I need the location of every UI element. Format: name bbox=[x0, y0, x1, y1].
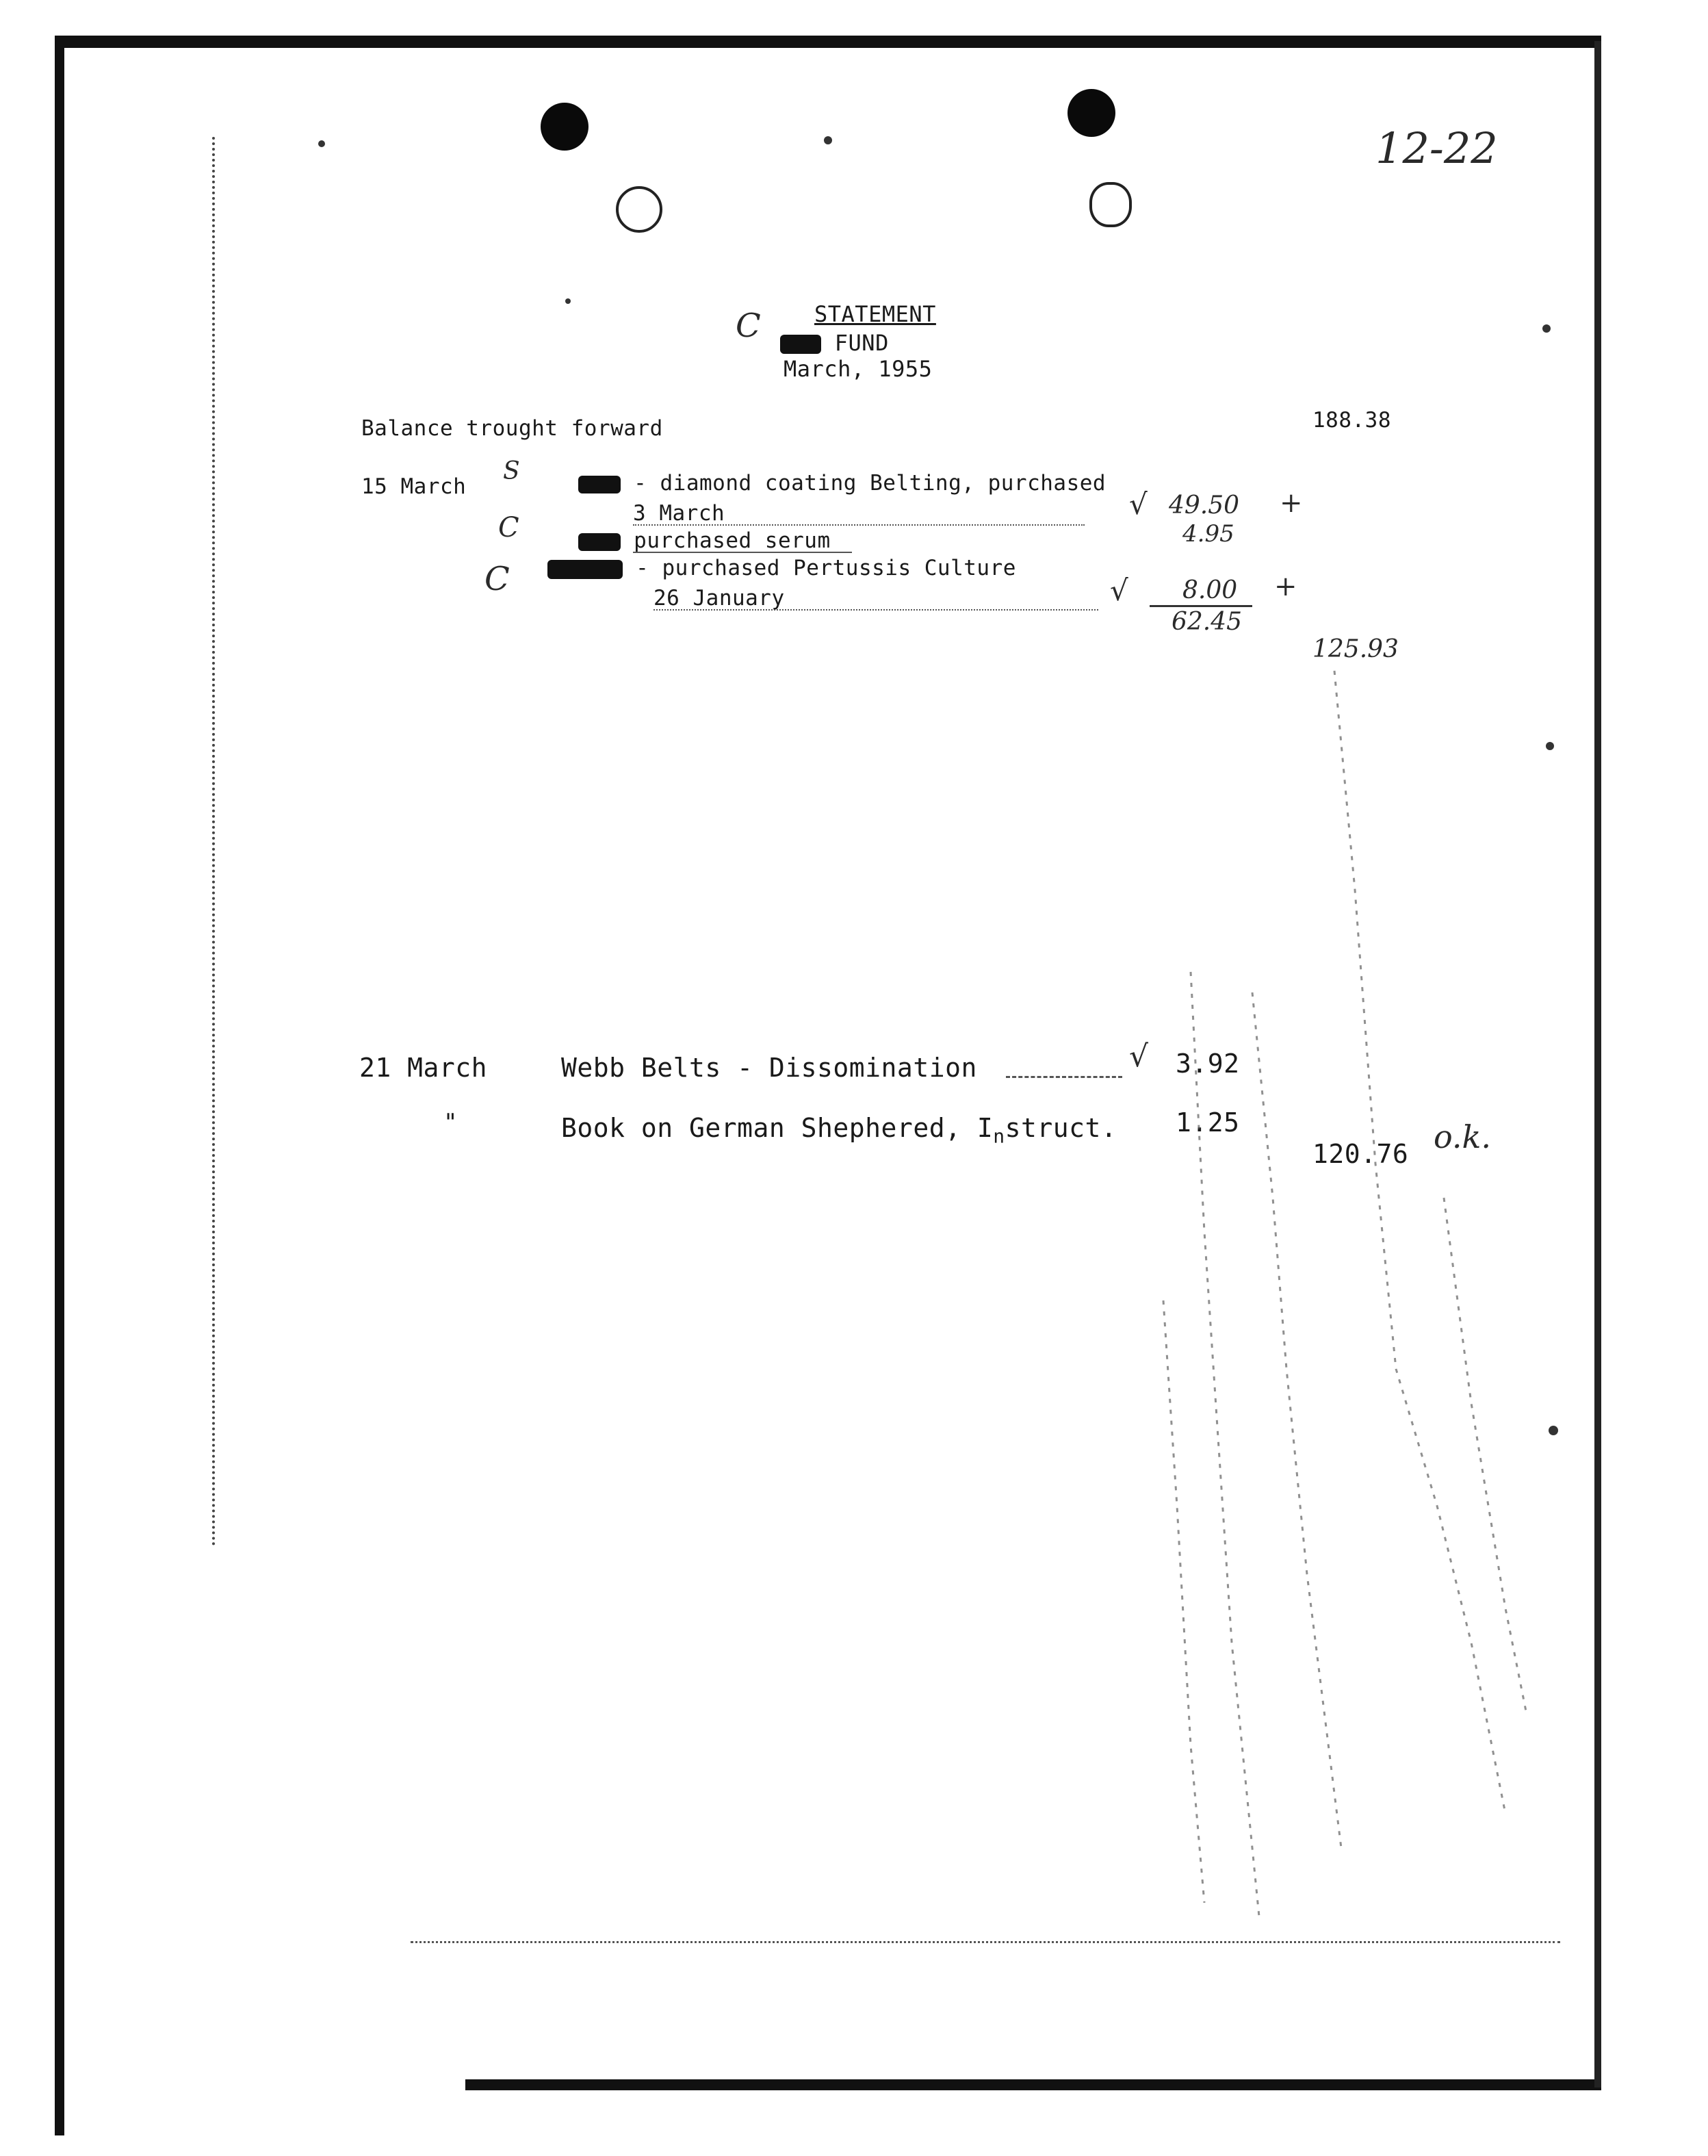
tick-mark: √ bbox=[1110, 574, 1128, 607]
header-margin-mark: C bbox=[736, 307, 761, 345]
tick-mark: √ bbox=[1129, 1039, 1149, 1074]
entry-text: Book on German Shephered, I bbox=[561, 1113, 994, 1143]
balance-after-21-march: 120.76 bbox=[1312, 1139, 1409, 1169]
subtotal-amount: 62.45 bbox=[1172, 608, 1243, 636]
balance-forward-label: Balance trought forward bbox=[361, 416, 663, 441]
amount-book: 1.25 bbox=[1176, 1107, 1240, 1138]
entry-date-15-march: 15 March bbox=[361, 474, 467, 499]
fund-label: FUND bbox=[834, 330, 889, 356]
entry-text: - purchased Pertussis Culture bbox=[636, 556, 1016, 580]
margin-mark-c-1: C bbox=[498, 512, 519, 543]
amount-diamond: 49.50 bbox=[1169, 491, 1240, 519]
margin-mark-c-2: C bbox=[484, 560, 510, 598]
entry-text: - diamond coating Belting, purchased bbox=[634, 471, 1107, 496]
statement-title: STATEMENT bbox=[814, 301, 936, 327]
margin-mark-s: S bbox=[503, 457, 520, 485]
entry-date-21-march: 21 March bbox=[359, 1053, 488, 1083]
balance-after-15-march: 125.93 bbox=[1312, 635, 1399, 663]
entry-text: struct. bbox=[1005, 1113, 1117, 1143]
statement-date: March, 1955 bbox=[784, 356, 933, 382]
entry-text: purchased serum bbox=[634, 528, 831, 553]
amount-webb-belts: 3.92 bbox=[1176, 1049, 1240, 1079]
plus-mark: + bbox=[1274, 571, 1297, 602]
entry-line-webb-belts: Webb Belts - Dissomination bbox=[561, 1053, 977, 1083]
tick-mark: √ bbox=[1129, 487, 1148, 521]
handwritten-ref-number: 12-22 bbox=[1375, 123, 1498, 173]
amount-serum: 4.95 bbox=[1182, 520, 1234, 548]
balance-forward-amount: 188.38 bbox=[1312, 408, 1391, 433]
entry-line-diamond-date: 3 March bbox=[633, 501, 725, 526]
handwritten-ok-note: o.k. bbox=[1434, 1118, 1492, 1155]
entry-line-pertussis-date: 26 January bbox=[654, 586, 785, 611]
plus-mark: + bbox=[1280, 487, 1303, 519]
ditto-mark: " bbox=[443, 1109, 458, 1136]
entry-subscript: n bbox=[993, 1125, 1005, 1148]
amount-pertussis: 8.00 bbox=[1182, 576, 1238, 604]
